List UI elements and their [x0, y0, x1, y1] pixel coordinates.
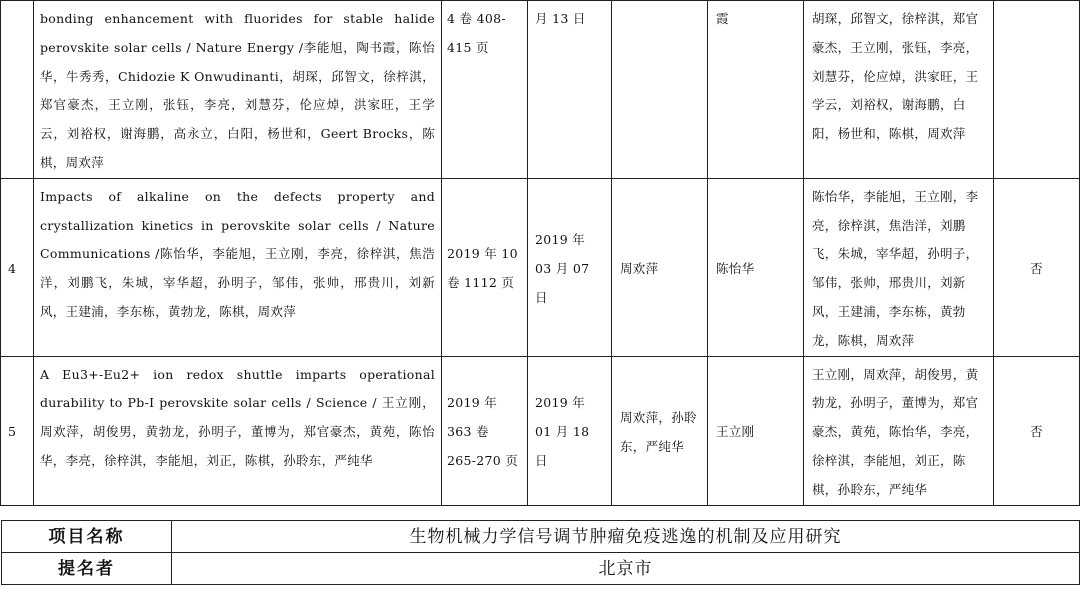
paper-title: bonding enhancement with fluorides for stable halide perovskite solar cells / Nature Energy /李能旭，陶书霞，陈怡华，牛秀秀，Chidozie K Onwudinanti，胡琛，邱智文，徐梓淇，郑官豪杰，王立刚，张钰，李亮，刘慧芬，伦应焯，洪家旺，王学云，刘裕权，谢海鹏，高永立，白阳，杨世和，Geert Brocks，陈棋，周欢萍	[34, 1, 442, 179]
paper-first-author: 陈怡华	[708, 178, 804, 356]
paper-flag: 否	[994, 178, 1080, 356]
paper-volume: 4 卷 408-415 页	[442, 1, 528, 179]
paper-first-author: 霞	[708, 1, 804, 179]
paper-authors: 王立刚，周欢萍，胡俊男，黄勃龙，孙明子，董博为，郑官豪杰，黄苑，陈怡华，李亮，徐梓淇，李能旭，刘正，陈棋，孙聆东，严纯华	[804, 356, 994, 505]
paper-volume: 2019 年 10 卷 1112 页	[442, 178, 528, 356]
paper-authors: 陈怡华，李能旭，王立刚，李亮，徐梓淇，焦浩洋，刘鹏飞，朱城，宰华超，孙明子，邹伟，张帅，邢贵川，刘新风，王建浦，李东栋，黄勃龙，陈棋，周欢萍	[804, 178, 994, 356]
paper-index	[1, 1, 34, 179]
project-name-row	[2, 521, 1080, 553]
paper-corresponding-author: 周欢萍	[612, 178, 708, 356]
project-name-value: 生物机械力学信号调节肿瘤免疫逃逸的机制及应用研究	[172, 521, 1080, 553]
paper-title: Impacts of alkaline on the defects property and crystallization kinetics in perovskite solar cells / Nature Communications /陈怡华，李能旭，王立刚，李亮，徐梓淇，焦浩洋，刘鹏飞，朱城，宰华超，孙明子，邹伟，张帅，邢贵川，刘新风，王建浦，李东栋，黄勃龙，陈棋，周欢萍	[34, 178, 442, 356]
table-row	[1, 356, 1080, 505]
paper-index: 4	[1, 178, 34, 356]
nominator-value: 北京市	[172, 553, 1080, 585]
paper-date: 月 13 日	[528, 1, 612, 179]
paper-title: A Eu3+-Eu2+ ion redox shuttle imparts operational durability to Pb-I perovskite solar cells / Science / 王立刚，周欢萍，胡俊男，黄勃龙，孙明子，董博为，郑官豪杰，黄苑，陈怡华，李亮，徐梓淇，李能旭，刘正，陈棋，孙聆东，严纯华	[34, 356, 442, 505]
paper-date: 2019 年 03 月 07 日	[528, 178, 612, 356]
paper-flag: 否	[994, 356, 1080, 505]
paper-volume: 2019 年 363 卷 265-270 页	[442, 356, 528, 505]
paper-corresponding-author	[612, 1, 708, 179]
table-row	[1, 1, 1080, 179]
nominator-row	[2, 553, 1080, 585]
table-row	[1, 178, 1080, 356]
project-name-label: 项目名称	[2, 521, 172, 553]
project-info-table	[1, 520, 1080, 585]
paper-index: 5	[1, 356, 34, 505]
paper-flag	[994, 1, 1080, 179]
paper-corresponding-author: 周欢萍，孙聆东，严纯华	[612, 356, 708, 505]
paper-authors: 胡琛，邱智文，徐梓淇，郑官豪杰，王立刚，张钰，李亮，刘慧芬，伦应焯，洪家旺，王学云，刘裕权，谢海鹏，白阳，杨世和，陈棋，周欢萍	[804, 1, 994, 179]
paper-date: 2019 年 01 月 18 日	[528, 356, 612, 505]
nominator-label: 提名者	[2, 553, 172, 585]
paper-first-author: 王立刚	[708, 356, 804, 505]
